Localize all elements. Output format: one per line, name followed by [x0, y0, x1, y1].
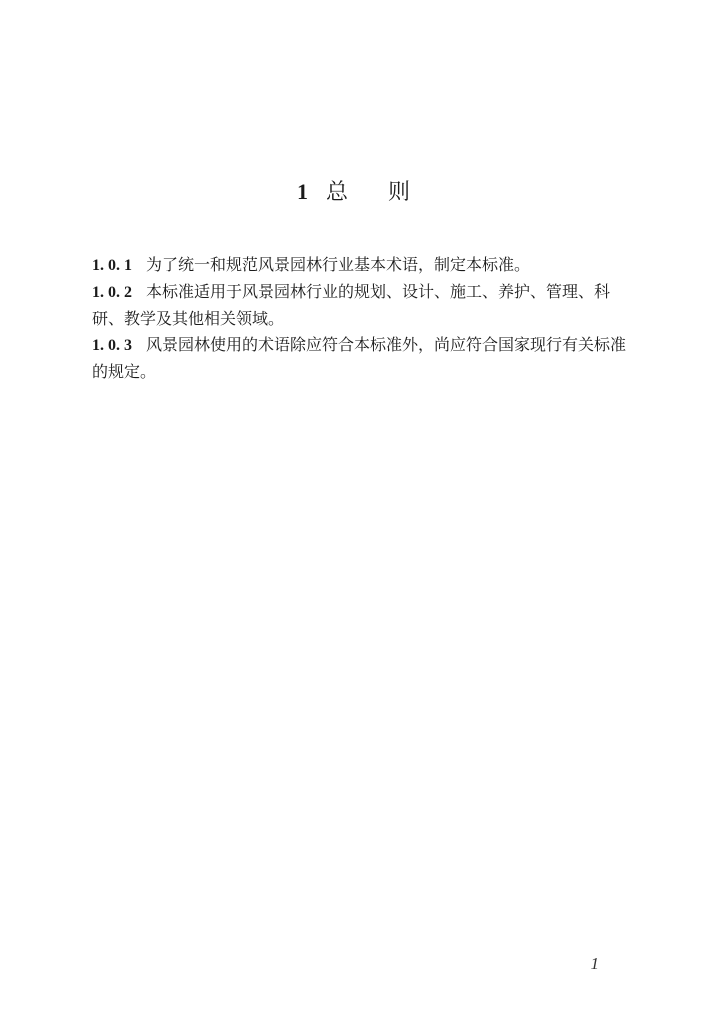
- chapter-title-part1: 总: [325, 180, 348, 205]
- clause-2: [92, 279, 632, 332]
- chapter-title-part2: 则: [388, 180, 411, 205]
- clause-text: 为了统一和规范风景园林行业基本术语，制定本标准。: [146, 255, 531, 274]
- clause-number: 1. 0. 3: [92, 337, 132, 354]
- clause-text: 本标准适用于风景园林行业的规划、设计、施工、养护、管理、科研、教学及其他相关领域。: [92, 282, 611, 328]
- clause-number: 1. 0. 1: [92, 257, 132, 274]
- clause-3: [92, 332, 632, 385]
- clause-1: [92, 252, 632, 279]
- clause-text: 风景园林使用的术语除应符合本标准外，尚应符合国家现行有关标准的规定。: [92, 335, 627, 381]
- chapter-title: [0, 176, 707, 209]
- clause-number: 1. 0. 2: [92, 284, 132, 301]
- page-number: 1: [590, 954, 599, 973]
- clause-list: [92, 252, 632, 385]
- chapter-number: 1: [296, 179, 308, 204]
